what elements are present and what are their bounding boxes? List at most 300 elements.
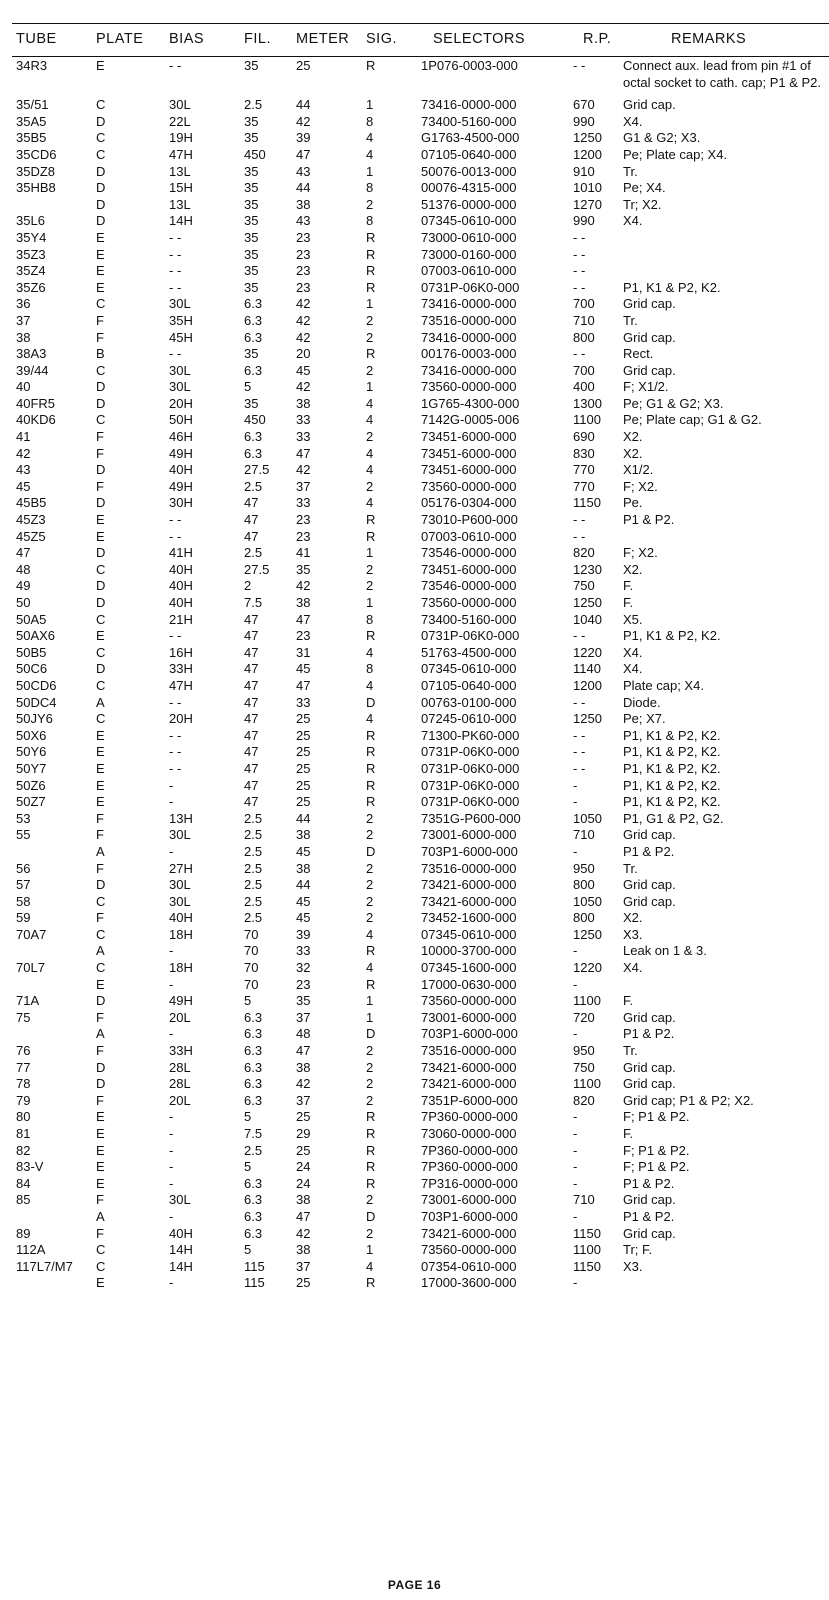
cell-plate: F <box>96 1192 104 1208</box>
cell-sig: 1 <box>366 296 374 312</box>
cell-meter: 33 <box>296 429 311 445</box>
cell-fil: 70 <box>244 943 259 959</box>
table-row <box>16 263 829 280</box>
cell-fil: 115 <box>244 1258 265 1274</box>
cell-remarks: Rect. <box>623 346 654 362</box>
cell-fil: 47 <box>244 677 259 693</box>
cell-fil: 6.3 <box>244 329 263 345</box>
table-row <box>16 794 829 811</box>
cell-sig: 1 <box>366 545 374 561</box>
cell-fil: 47 <box>244 495 259 511</box>
cell-rp: 1220 <box>573 960 602 976</box>
cell-selectors: 73451-6000-000 <box>421 445 517 461</box>
cell-fil: 6.3 <box>244 362 263 378</box>
table-row <box>16 213 829 230</box>
cell-rp: 1230 <box>573 561 602 577</box>
cell-sig: 2 <box>366 1192 374 1208</box>
cell-tube: 36 <box>16 296 31 312</box>
table-row <box>16 977 829 994</box>
cell-plate: D <box>96 1076 106 1092</box>
cell-selectors: 7P316-0000-000 <box>421 1175 518 1191</box>
cell-sig: 8 <box>366 661 374 677</box>
cell-plate: E <box>96 1126 105 1141</box>
cell-rp: 710 <box>573 312 595 328</box>
cell-fil: 47 <box>244 611 259 627</box>
cell-remarks: Grid cap. <box>623 1076 676 1092</box>
cell-rp: 710 <box>573 1192 595 1208</box>
cell-sig: R <box>366 58 376 73</box>
cell-fil: 47 <box>244 794 259 810</box>
cell-sig: R <box>366 744 376 760</box>
cell-plate: F <box>96 1043 104 1059</box>
cell-meter: 47 <box>296 611 311 627</box>
cell-selectors: 73400-5160-000 <box>421 113 517 129</box>
cell-fil: 6.3 <box>244 429 263 445</box>
cell-tube: 37 <box>16 312 31 328</box>
table-row <box>16 778 829 795</box>
cell-tube: 50Y7 <box>16 760 47 776</box>
cell-bias: - <box>169 1175 174 1191</box>
cell-plate: E <box>96 794 105 810</box>
cell-meter: 31 <box>296 644 311 660</box>
cell-selectors: 73416-0000-000 <box>421 362 517 378</box>
cell-plate: C <box>96 1242 106 1258</box>
cell-bias: - - <box>169 229 182 245</box>
cell-plate: C <box>96 711 106 727</box>
cell-selectors: 51376-0000-000 <box>421 196 517 212</box>
cell-bias: - <box>169 976 174 992</box>
cell-fil: 6.3 <box>244 1043 263 1059</box>
table-row <box>16 927 829 944</box>
cell-tube: 35A5 <box>16 113 47 129</box>
cell-plate: E <box>96 727 105 743</box>
cell-tube: 56 <box>16 860 31 876</box>
cell-fil: 47 <box>244 661 259 677</box>
cell-meter: 42 <box>296 462 311 478</box>
cell-rp: - <box>573 976 578 992</box>
cell-plate: E <box>96 1109 105 1125</box>
cell-remarks: X1/2. <box>623 462 654 478</box>
cell-sig: R <box>366 1109 376 1125</box>
cell-plate: C <box>96 960 106 976</box>
cell-plate: D <box>96 1059 106 1075</box>
cell-meter: 44 <box>296 180 311 196</box>
cell-fil: 47 <box>244 777 259 793</box>
cell-meter: 37 <box>296 1009 311 1025</box>
cell-selectors: 73560-0000-000 <box>421 1242 517 1258</box>
cell-sig: 2 <box>366 1043 374 1059</box>
table-row <box>16 877 829 894</box>
cell-tube: 38 <box>16 329 31 345</box>
cell-plate: F <box>96 429 104 445</box>
cell-bias: 40H <box>169 1225 193 1241</box>
cell-sig: R <box>366 528 376 544</box>
cell-selectors: 0731P-06K0-000 <box>421 744 520 760</box>
cell-fil: 35 <box>244 346 259 362</box>
cell-bias: - <box>169 1142 174 1158</box>
cell-remarks: X2. <box>623 561 643 577</box>
cell-fil: 5 <box>244 1159 252 1175</box>
cell-tube: 79 <box>16 1092 31 1108</box>
cell-bias: 14H <box>169 1258 193 1274</box>
cell-meter: 45 <box>296 661 311 677</box>
cell-rp: - - <box>573 346 586 362</box>
cell-bias: - - <box>169 694 182 710</box>
cell-bias: 30L <box>169 296 191 312</box>
cell-tube: 35B5 <box>16 130 47 146</box>
cell-plate: D <box>96 113 106 129</box>
cell-sig: 4 <box>366 445 374 461</box>
cell-plate: B <box>96 346 105 362</box>
cell-remarks: X5. <box>623 611 643 627</box>
table-row <box>16 562 829 579</box>
cell-remarks: Tr. <box>623 163 638 179</box>
cell-meter: 20 <box>296 346 311 362</box>
cell-plate: A <box>96 1026 105 1042</box>
cell-fil: 35 <box>244 163 259 179</box>
cell-tube: 48 <box>16 561 31 577</box>
table-row <box>16 695 829 712</box>
cell-selectors: 73560-0000-000 <box>421 595 517 610</box>
table-row <box>16 363 829 380</box>
cell-meter: 25 <box>296 744 311 760</box>
cell-selectors: 51763-4500-000 <box>421 644 517 660</box>
cell-selectors: 73001-6000-000 <box>421 1009 517 1025</box>
cell-rp: - <box>573 1126 578 1141</box>
cell-meter: 44 <box>296 877 311 893</box>
table-row <box>16 412 829 429</box>
cell-remarks: Pe; G1 & G2; X3. <box>623 395 724 411</box>
cell-bias: - - <box>169 263 182 279</box>
table-row <box>16 446 829 463</box>
cell-plate: D <box>96 213 106 229</box>
cell-plate: E <box>96 976 105 992</box>
cell-selectors: 07245-0610-000 <box>421 711 517 727</box>
cell-fil: 47 <box>244 528 259 544</box>
cell-selectors: 71300-PK60-000 <box>421 727 520 743</box>
cell-fil: 6.3 <box>244 1076 263 1092</box>
cell-plate: F <box>96 910 104 926</box>
cell-meter: 47 <box>296 1208 311 1224</box>
table-row <box>16 280 829 297</box>
cell-tube <box>16 1275 96 1292</box>
cell-fil: 35 <box>244 113 259 129</box>
cell-sig: D <box>366 1026 376 1042</box>
cell-sig: 2 <box>366 1059 374 1075</box>
cell-meter: 38 <box>296 196 311 212</box>
cell-remarks: Diode. <box>623 694 661 710</box>
table-row <box>16 1209 829 1226</box>
cell-remarks: X4. <box>623 644 643 660</box>
cell-tube: 50B5 <box>16 644 47 660</box>
cell-rp: 720 <box>573 1009 595 1025</box>
table-row <box>16 512 829 529</box>
cell-sig: R <box>366 628 376 644</box>
cell-rp: 950 <box>573 1043 595 1059</box>
table-body <box>16 58 829 1292</box>
cell-tube: 40 <box>16 379 31 395</box>
cell-sig: 2 <box>366 1092 374 1108</box>
cell-rp: - <box>573 1275 578 1291</box>
cell-bias: 15H <box>169 180 193 196</box>
cell-tube: 45Z5 <box>16 528 46 544</box>
cell-selectors: 7351P-6000-000 <box>421 1092 518 1108</box>
cell-remarks: Leak on 1 & 3. <box>623 943 707 959</box>
cell-plate: D <box>96 877 106 893</box>
cell-fil: 35 <box>244 246 259 262</box>
cell-bias: 33H <box>169 661 193 677</box>
cell-meter: 38 <box>296 1192 311 1208</box>
cell-tube: 35L6 <box>16 213 45 229</box>
cell-tube: 77 <box>16 1059 31 1075</box>
cell-tube: 81 <box>16 1126 31 1141</box>
cell-bias: 13L <box>169 163 191 179</box>
cell-plate: C <box>96 893 106 909</box>
cell-sig: 1 <box>366 97 374 113</box>
cell-rp: 1040 <box>573 611 602 627</box>
table-row <box>16 1026 829 1043</box>
cell-fil: 47 <box>244 512 259 528</box>
cell-rp: 750 <box>573 1059 595 1075</box>
cell-remarks: Grid cap. <box>623 827 676 843</box>
cell-meter: 25 <box>296 794 311 810</box>
cell-sig: R <box>366 263 376 279</box>
cell-remarks: P1 & P2. <box>623 843 675 859</box>
table-row <box>16 313 829 330</box>
cell-rp: 690 <box>573 429 595 445</box>
cell-rp: 1200 <box>573 677 602 693</box>
cell-meter: 33 <box>296 694 311 710</box>
cell-fil: 6.3 <box>244 1225 263 1241</box>
cell-meter: 42 <box>296 379 311 395</box>
table-row <box>16 645 829 662</box>
cell-fil: 6.3 <box>244 445 263 461</box>
cell-meter: 25 <box>296 1109 311 1125</box>
cell-fil: 2.5 <box>244 843 263 859</box>
cell-selectors: 73560-0000-000 <box>421 379 517 395</box>
cell-bias: 33H <box>169 1043 193 1059</box>
cell-selectors: 17000-3600-000 <box>421 1275 517 1291</box>
cell-meter: 23 <box>296 246 311 262</box>
cell-rp: - - <box>573 628 586 644</box>
cell-remarks: P1 & P2. <box>623 1208 675 1224</box>
cell-remarks <box>623 247 829 264</box>
cell-remarks: Grid cap. <box>623 362 676 378</box>
cell-tube: 75 <box>16 1009 31 1025</box>
cell-selectors: 7351G-P600-000 <box>421 810 521 826</box>
cell-selectors: 73421-6000-000 <box>421 1059 517 1075</box>
cell-remarks: F. <box>623 578 634 594</box>
table-row <box>16 91 829 114</box>
cell-meter: 23 <box>296 628 311 644</box>
cell-selectors: 07345-1600-000 <box>421 960 517 976</box>
cell-fil: 2.5 <box>244 478 263 494</box>
cell-remarks: Pe. <box>623 495 643 511</box>
cell-sig: 8 <box>366 180 374 196</box>
cell-plate: C <box>96 146 106 162</box>
cell-remarks: P1, K1 & P2, K2. <box>623 744 721 760</box>
cell-rp: 700 <box>573 362 595 378</box>
cell-sig: R <box>366 777 376 793</box>
cell-plate: A <box>96 694 105 710</box>
cell-remarks: Grid cap. <box>623 893 676 909</box>
tube-data-table <box>16 30 829 1292</box>
cell-remarks: P1, K1 & P2, K2. <box>623 777 721 793</box>
cell-selectors: 703P1-6000-000 <box>421 1208 518 1224</box>
cell-meter: 48 <box>296 1026 311 1042</box>
cell-fil: 7.5 <box>244 1126 263 1141</box>
cell-bias: 30H <box>169 495 193 511</box>
cell-bias: - <box>169 843 174 859</box>
table-row <box>16 529 829 546</box>
cell-bias: - <box>169 943 174 959</box>
cell-remarks <box>623 529 829 546</box>
cell-plate: E <box>96 279 105 295</box>
cell-sig: R <box>366 1175 376 1191</box>
cell-plate: F <box>96 312 104 328</box>
cell-selectors: 73000-0610-000 <box>421 229 517 245</box>
col-header-tube: TUBE <box>16 31 57 47</box>
cell-selectors: 73546-0000-000 <box>421 578 517 594</box>
cell-tube: 55 <box>16 827 31 843</box>
cell-selectors: 73421-6000-000 <box>421 1076 517 1092</box>
cell-tube: 57 <box>16 877 31 893</box>
cell-meter: 42 <box>296 296 311 312</box>
table-row <box>16 910 829 927</box>
cell-fil: 450 <box>244 412 266 428</box>
cell-fil: 2.5 <box>244 893 263 909</box>
cell-rp: - - <box>573 727 586 743</box>
cell-plate: E <box>96 512 105 528</box>
cell-sig: R <box>366 727 376 743</box>
cell-bias: 45H <box>169 329 193 345</box>
table-row <box>16 894 829 911</box>
cell-rp: 1220 <box>573 644 602 660</box>
cell-rp: 1100 <box>573 412 601 428</box>
cell-sig: 4 <box>366 677 374 693</box>
table-row <box>16 595 829 612</box>
cell-bias: - <box>169 1275 174 1291</box>
table-row <box>16 827 829 844</box>
cell-plate: F <box>96 810 104 826</box>
table-row <box>16 1159 829 1176</box>
cell-meter: 39 <box>296 130 311 146</box>
cell-fil: 6.3 <box>244 1009 263 1025</box>
cell-bias: - - <box>169 512 182 528</box>
cell-bias: - - <box>169 346 182 362</box>
cell-remarks: P1, G1 & P2, G2. <box>623 810 724 826</box>
cell-remarks: Grid cap. <box>623 329 676 345</box>
cell-fil: 2.5 <box>244 910 263 926</box>
cell-tube: 53 <box>16 810 31 826</box>
cell-fil: 2.5 <box>244 827 263 843</box>
table-row <box>16 130 829 147</box>
cell-fil: 2.5 <box>244 97 263 113</box>
cell-fil: 6.3 <box>244 1092 263 1108</box>
cell-rp: - <box>573 1159 578 1175</box>
cell-plate: D <box>96 395 106 411</box>
cell-meter: 33 <box>296 495 311 511</box>
cell-plate: E <box>96 1159 105 1175</box>
cell-selectors: 50076-0013-000 <box>421 163 517 179</box>
cell-plate: A <box>96 1208 105 1224</box>
cell-fil: 70 <box>244 960 259 976</box>
cell-selectors: 73001-6000-000 <box>421 827 517 843</box>
cell-remarks: Pe; X4. <box>623 180 666 196</box>
cell-bias: 50H <box>169 412 193 428</box>
cell-rp: 800 <box>573 329 595 345</box>
cell-fil: 5 <box>244 379 252 395</box>
cell-rp: - <box>573 1026 578 1042</box>
cell-tube: 50C6 <box>16 661 48 677</box>
cell-remarks: P1 & P2. <box>623 1026 675 1042</box>
cell-rp: - - <box>573 58 586 73</box>
cell-rp: - <box>573 777 578 793</box>
cell-meter: 45 <box>296 362 311 378</box>
cell-rp: - - <box>573 744 586 760</box>
cell-plate: D <box>96 545 106 561</box>
cell-meter: 41 <box>296 545 311 561</box>
table-row <box>16 164 829 181</box>
cell-tube: 71A <box>16 993 40 1009</box>
cell-plate: E <box>96 263 105 279</box>
cell-sig: D <box>366 843 376 859</box>
cell-rp: 1270 <box>573 196 602 212</box>
cell-plate: F <box>96 1092 104 1108</box>
cell-tube: 35Y4 <box>16 229 47 245</box>
cell-plate: D <box>96 196 106 212</box>
cell-rp: 670 <box>573 97 595 113</box>
cell-tube: 50JY6 <box>16 711 53 727</box>
cell-selectors: 0731P-06K0-000 <box>421 279 520 295</box>
cell-tube <box>16 1209 96 1226</box>
cell-plate: E <box>96 760 105 776</box>
cell-sig: R <box>366 976 376 992</box>
cell-plate: D <box>96 163 106 179</box>
cell-tube: 83-V <box>16 1159 44 1175</box>
table-row <box>16 247 829 264</box>
cell-meter: 47 <box>296 677 311 693</box>
cell-rp: 950 <box>573 860 595 876</box>
cell-remarks: X3. <box>623 926 643 942</box>
cell-tube: 50A5 <box>16 611 47 627</box>
cell-selectors: 07354-0610-000 <box>421 1258 517 1274</box>
cell-plate: C <box>96 412 106 428</box>
cell-selectors: 703P1-6000-000 <box>421 1026 518 1042</box>
table-row <box>16 147 829 164</box>
cell-meter: 24 <box>296 1175 311 1191</box>
table-row <box>16 1093 829 1110</box>
cell-fil: 2.5 <box>244 860 263 876</box>
cell-tube: 40FR5 <box>16 395 56 411</box>
cell-rp: - <box>573 1175 578 1191</box>
table-row <box>16 661 829 678</box>
cell-selectors: 00176-0003-000 <box>421 346 517 362</box>
cell-sig: 2 <box>366 196 374 212</box>
cell-selectors: 73516-0000-000 <box>421 312 517 328</box>
cell-bias: - <box>169 1109 174 1125</box>
cell-tube: 35Z3 <box>16 246 46 262</box>
cell-remarks: P1, K1 & P2, K2. <box>623 628 721 644</box>
cell-sig: 8 <box>366 611 374 627</box>
cell-sig: R <box>366 246 376 262</box>
table-row <box>16 1242 829 1259</box>
cell-selectors: 73516-0000-000 <box>421 1043 517 1059</box>
table-row <box>16 1192 829 1209</box>
cell-rp: 1100 <box>573 1076 601 1092</box>
cell-remarks: Grid cap; P1 & P2; X2. <box>623 1092 754 1108</box>
cell-rp: 400 <box>573 379 595 395</box>
